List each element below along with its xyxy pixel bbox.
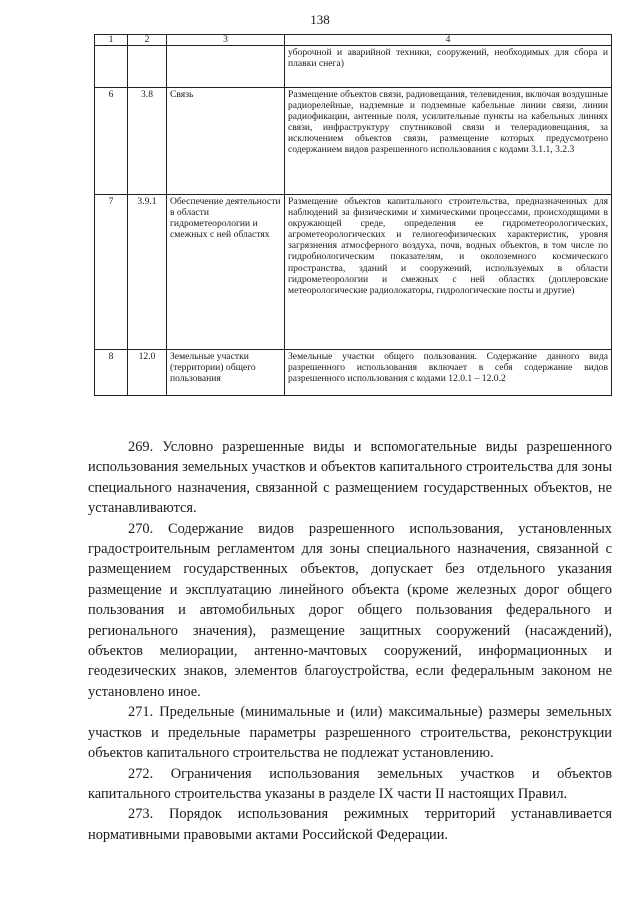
- header-col-2: 2: [128, 35, 167, 46]
- row-number: 8: [95, 350, 128, 396]
- header-col-4: 4: [285, 35, 612, 46]
- header-col-1: 1: [95, 35, 128, 46]
- table-row: [95, 195, 612, 350]
- row-number: 6: [95, 88, 128, 195]
- row-code: 12.0: [128, 350, 167, 396]
- row-name: Связь: [167, 88, 285, 195]
- row-description: уборочной и аварийной техники, сооружений, необходимых для сбора и плавки снега): [285, 46, 612, 88]
- row-name: Обеспечение деятельности в области гидрометеорологии и смежных с ней областях: [167, 195, 285, 350]
- row-description: Земельные участки общего пользования. Содержание данного вида разрешенного использования включает в себя содержание видов разрешенного использования с кодами 12.0.1 – 12.0.2: [285, 350, 612, 396]
- header-col-3: 3: [167, 35, 285, 46]
- paragraph-269: 269. Условно разрешенные виды и вспомогательные виды разрешенного использования земельных участков и объектов капитального строительства для зоны специального назначения, связанной с размещением государственных объектов, не устанавливаются.: [88, 439, 612, 517]
- body-text: [88, 437, 612, 845]
- paragraph-271: 271. Предельные (минимальные и (или) максимальные) размеры земельных участков и предельные параметры разрешенного строительства, реконструкции объектов капитального строительства не подлежат установлению.: [88, 704, 612, 762]
- table-row: [95, 88, 612, 195]
- row-description: Размещение объектов связи, радиовещания, телевидения, включая воздушные радиорелейные, надземные и подземные кабельные линии связи, линии радиофикации, антенные поля, усилительные пункты на кабельных линиях связи, инфраструктуру спутниковой связи и телерадиовещания, за исключением объектов связи, размещение которых предусмотрено содержанием видов разрешенного использования с кодами 3.1.1, 3.2.3: [285, 88, 612, 195]
- paragraph-270: 270. Содержание видов разрешенного использования, установленных градостроительным регламентом для зоны специального назначения, связанной с размещением государственных объектов, допускает без отдельного указания размещение и эксплуатацию линейного объекта (кроме железных дорог общего пользования и автомобильных дорог общего пользования федерального и регионального значения), размещение защитных сооружений (насаждений), объектов мелиорации, антенно-мачтовых сооружений, информационных и геодезических знаков, элементов благоустройства, если федеральным законом не установлено иное.: [88, 520, 612, 700]
- table-header-row: [95, 35, 612, 46]
- row-code: 3.9.1: [128, 195, 167, 350]
- row-name: [167, 46, 285, 88]
- row-code: [128, 46, 167, 88]
- row-number: [95, 46, 128, 88]
- row-number: 7: [95, 195, 128, 350]
- paragraph-272: 272. Ограничения использования земельных участков и объектов капитального строительства указаны в разделе IX части II настоящих Правил.: [88, 765, 612, 802]
- row-name: Земельные участки (территории) общего пользования: [167, 350, 285, 396]
- table-row: [95, 46, 612, 88]
- row-code: 3.8: [128, 88, 167, 195]
- row-description: Размещение объектов капитального строительства, предназначенных для наблюдений за физическими и химическими процессами, происходящими в окружающей среде, определения ее гидрометеорологических, агрометеорологических и гелиогеофизических характеристик, уровня загрязнения атмосферного воздуха, почв, водных объектов, в том числе по гидробиологическим показателям, и околоземного космического пространства, зданий и сооружений, используемых в области гидрометеорологии и смежных с ней областях (доплеровские метеорологические радиолокаторы, гидрологические посты и другие): [285, 195, 612, 350]
- table-row: [95, 350, 612, 396]
- page-number: 138: [310, 12, 330, 27]
- land-use-table: [94, 34, 612, 396]
- paragraph-273: 273. Порядок использования режимных территорий устанавливается нормативными правовыми актами Российской Федерации.: [88, 806, 612, 843]
